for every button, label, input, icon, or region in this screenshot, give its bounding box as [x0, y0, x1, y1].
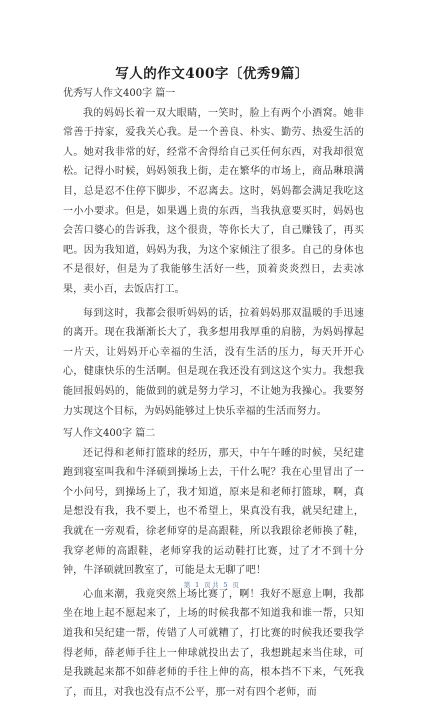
- footer-page-suffix: 页: [232, 581, 241, 589]
- page-footer: [0, 580, 424, 589]
- paragraph: 心血来潮，我竟突然上场比赛了，啊！我好不愿意上啊，我都坐在地上起不愿起来了，上场的时候我都不知道我和谁一帮，只知道我和吴纪建一帮，传错了人可就糟了，打比赛的时候我还要我学得老师，薛老师手往上一伸球就投出去了，我想跳起来当住球，可是我跳起来都不如薛老师的手往上伸的高，根本挡不下来，气死我了，而且，对我也没有点不公平，那一对有四个老师，而: [63, 588, 364, 698]
- section-heading-1: 优秀写人作文400字 篇一: [63, 88, 176, 99]
- footer-page-prefix: 第: [183, 581, 192, 589]
- footer-page-number: 1: [195, 581, 201, 589]
- footer-page-total: 5: [223, 581, 229, 589]
- paragraph: 每到这时，我都会很听妈妈的话，拉着妈妈那双温暖的手迅速的离开。现在我渐渐长大了，我多想用我厚重的肩膀，为妈妈撑起一片天，让妈妈开心幸福的生活，没有生活的压力，每天开开心心，健康快乐的生活啊。但是现在我还没有到这这个实力。我想我能回报妈妈的，能做到的就是努力学习，不让她为我操心。我要努力实现这个目标，为妈妈能够过上快乐幸福的生活而努力。: [63, 307, 364, 417]
- section-heading-2: 写人作文400字 篇二: [63, 428, 156, 440]
- paragraph: 还记得和老师打篮球的经历，那天，中午午睡的时候，吴纪建跑到寝室叫我和牛泽硕到操场上去，干什么呢？我在心里冒出了一个小问号，到操场上了，我才知道，原来是和老师打篮球，啊，真是想没有我，我不要上，也不希望上，果真没有我，就吴纪建上，我就在一旁观看，徐老师穿的是高跟鞋，所以我跟徐老师换了鞋，我穿老师的高跟鞋，老师穿我的运动鞋打比赛，过了才不到十分钟，牛泽硕就回教室了，可能是太无聊了吧！: [63, 447, 364, 577]
- document-body: [63, 84, 364, 706]
- document-title: 写人的作文400字〔优秀9篇〕: [115, 66, 309, 82]
- footer-page-mid: 页共: [204, 581, 220, 589]
- paragraph: 我的妈妈长着一双大眼睛，一笑时，脸上有两个小酒窝。她非常善于持家，爱我关心我。是一个善良、朴实、勤劳、热爱生活的人。她对我非常的好，经常不舍得给自己买任何东西，对我却很宽松。记得小时候，妈妈领我上街，走在繁华的市场上，商品琳琅满目，总是忍不住停下脚步，不忍离去。这时，妈妈都会满足我吃这一小小要求。但是，如果遇上贵的东西，当我执意要买时，妈妈也会苦口婆心的告诉我，这个很贵，等你长大了，自己赚钱了，再买吧。因为我知道，妈妈为我，为这个家倾注了很多。自己的身体也不是很好，但是为了我能够生活好一些，顶着炎炎烈日，去卖冰果，卖小百，去饭店打工。: [63, 107, 364, 295]
